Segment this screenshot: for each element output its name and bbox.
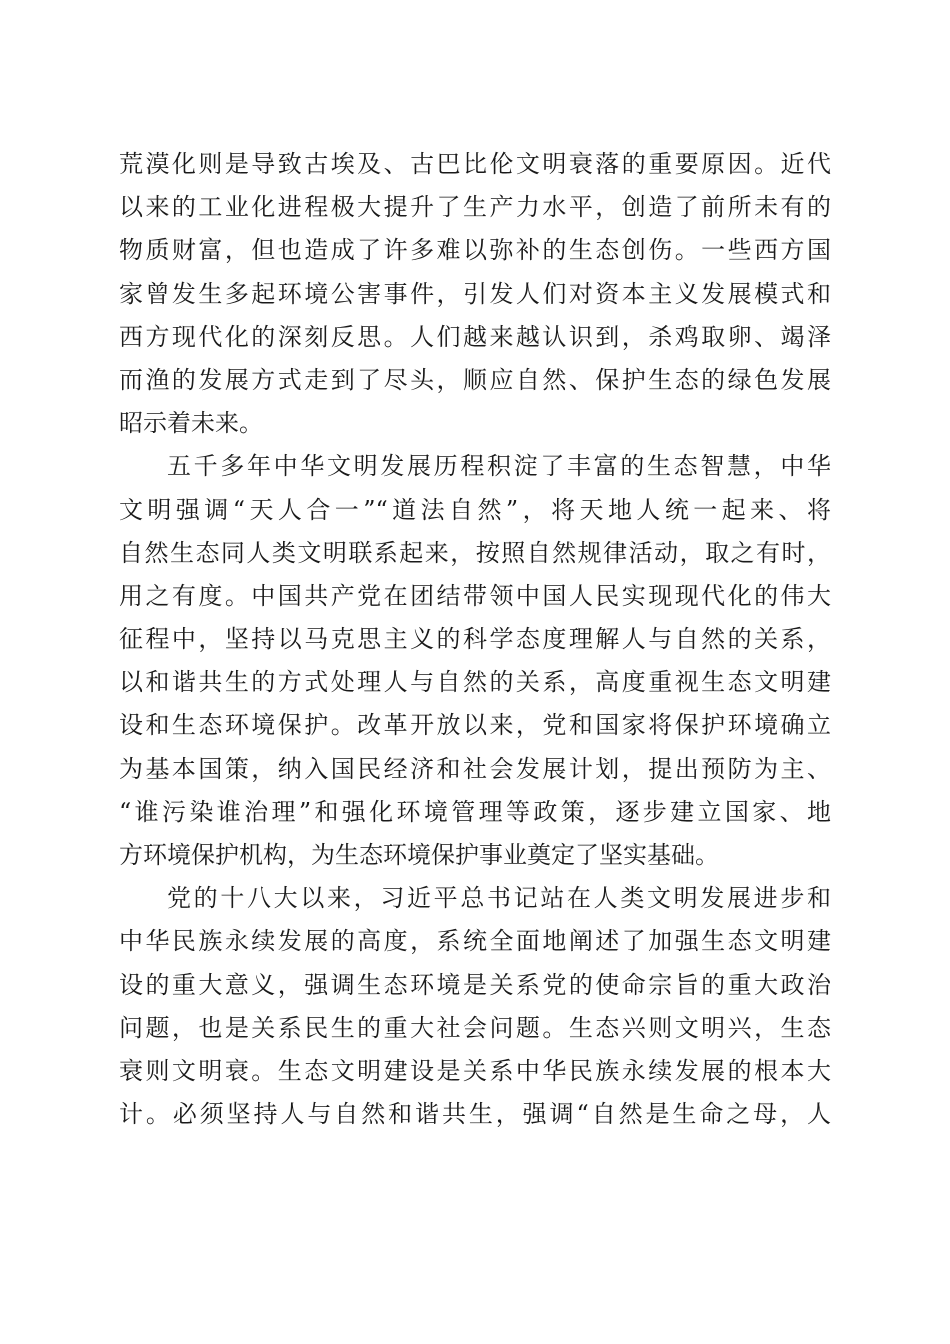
text-line: 文明强调“天人合一”“道法自然”，将天地人统一起来、将 xyxy=(119,495,831,524)
text-line: 昭示着未来。 xyxy=(119,409,263,438)
text-line: 荒漠化则是导致古埃及、古巴比伦文明衰落的重要原因。近代 xyxy=(119,150,831,178)
text-line: 用之有度。中国共产党在团结带领中国人民实现现代化的伟大 xyxy=(119,581,831,610)
text-line: 计。必须坚持人与自然和谐共生，强调“自然是生命之母，人 xyxy=(119,1100,831,1129)
text-line: 问题，也是关系民生的重大社会问题。生态兴则文明兴，生态 xyxy=(119,1013,831,1042)
text-line: 以来的工业化进程极大提升了生产力水平，创造了前所未有的 xyxy=(119,193,831,222)
text-line: 征程中，坚持以马克思主义的科学态度理解人与自然的关系， xyxy=(119,625,831,654)
paragraph-2 xyxy=(119,445,831,877)
text-line: 衰则文明衰。生态文明建设是关系中华民族永续发展的根本大 xyxy=(119,1056,831,1085)
text-line: 党的十八大以来，习近平总书记站在人类文明发展进步和 xyxy=(167,884,831,913)
text-line: 家曾发生多起环境公害事件，引发人们对资本主义发展模式和 xyxy=(119,279,831,308)
text-line: 五千多年中华文明发展历程积淀了丰富的生态智慧，中华 xyxy=(167,452,831,481)
document-body xyxy=(119,143,831,1136)
text-line: 物质财富，但也造成了许多难以弥补的生态创伤。一些西方国 xyxy=(119,236,831,265)
text-line: 设的重大意义，强调生态环境是关系党的使命宗旨的重大政治 xyxy=(119,970,831,999)
text-line: 为基本国策，纳入国民经济和社会发展计划，提出预防为主、 xyxy=(119,754,831,783)
text-line: 中华民族永续发展的高度，系统全面地阐述了加强生态文明建 xyxy=(119,927,831,956)
paragraph-3 xyxy=(119,877,831,1136)
text-line: 方环境保护机构，为生态环境保护事业奠定了坚实基础。 xyxy=(119,841,719,869)
text-line: 设和生态环境保护。改革开放以来，党和国家将保护环境确立 xyxy=(119,711,831,740)
paragraph-1 xyxy=(119,143,831,445)
text-line: 自然生态同人类文明联系起来，按照自然规律活动，取之有时， xyxy=(119,538,831,567)
text-line: “谁污染谁治理”和强化环境管理等政策，逐步建立国家、地 xyxy=(119,797,831,826)
text-line: 以和谐共生的方式处理人与自然的关系，高度重视生态文明建 xyxy=(119,668,831,697)
text-line: 而渔的发展方式走到了尽头，顺应自然、保护生态的绿色发展 xyxy=(119,365,831,394)
text-line: 西方现代化的深刻反思。人们越来越认识到，杀鸡取卵、竭泽 xyxy=(119,322,831,351)
